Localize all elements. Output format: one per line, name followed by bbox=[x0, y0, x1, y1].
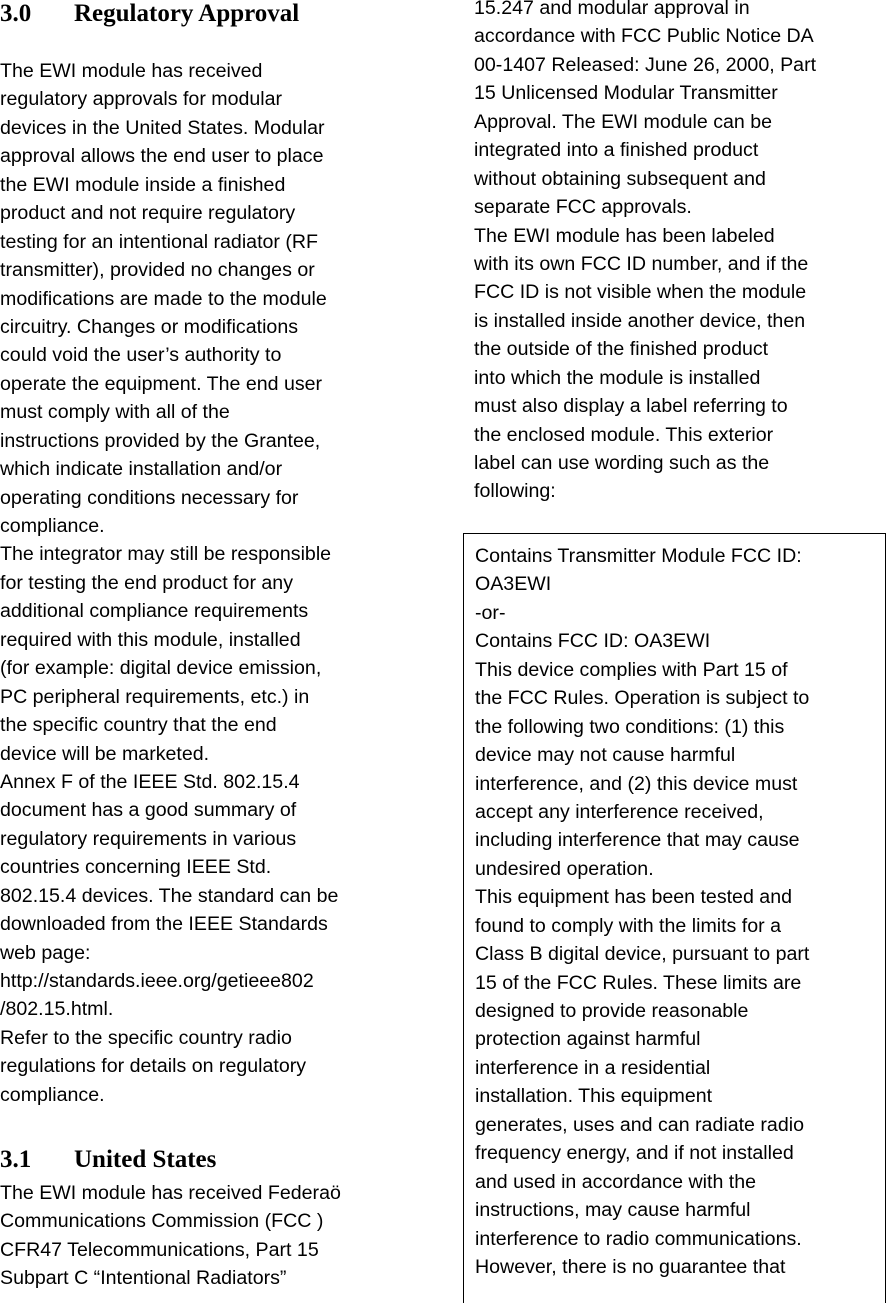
text-line: the enclosed module. This exterior bbox=[474, 423, 774, 446]
text-line: integrated into a finished product bbox=[474, 139, 759, 162]
text-line: the specific country that the end bbox=[0, 714, 277, 737]
text-line: web page: bbox=[0, 941, 91, 964]
text-line: -or- bbox=[475, 601, 506, 624]
text-line: without obtaining subsequent and bbox=[474, 167, 766, 190]
text-line: designed to provide reasonable bbox=[475, 1000, 749, 1022]
text-line: circuitry. Changes or modifications bbox=[0, 315, 299, 338]
text-line: which indicate installation and/or bbox=[0, 458, 283, 481]
text-line: /802.15.html. bbox=[0, 998, 114, 1021]
text-line: interference in a residential bbox=[475, 1056, 711, 1079]
text-line: 15 Unlicensed Modular Transmitter bbox=[474, 82, 778, 105]
section-3-1-body bbox=[0, 1179, 341, 1293]
text-line: undesired operation. bbox=[475, 857, 654, 880]
text-line: Subpart C “Intentional Radiators” bbox=[0, 1267, 287, 1290]
text-line: Refer to the specific country radio bbox=[0, 1026, 292, 1049]
text-line: Approval. The EWI module can be bbox=[474, 110, 773, 133]
text-line: for testing the end product for any bbox=[0, 571, 293, 594]
text-line: must also display a label referring to bbox=[474, 395, 788, 418]
section-3-1-title: United States bbox=[74, 1146, 217, 1173]
text-line: modifications are made to the module bbox=[0, 287, 327, 310]
section-3-0-body bbox=[0, 57, 338, 1109]
text-line: the following two conditions: (1) this bbox=[475, 715, 785, 738]
text-line: document has a good summary of bbox=[0, 799, 297, 822]
text-line: Contains Transmitter Module FCC ID: bbox=[475, 545, 802, 567]
text-line: This equipment has been tested and bbox=[475, 886, 792, 909]
text-line: is installed inside another device, then bbox=[474, 309, 806, 332]
text-line: installation. This equipment bbox=[475, 1085, 713, 1108]
text-line: the FCC Rules. Operation is subject to bbox=[475, 687, 810, 710]
text-line: testing for an intentional radiator (RF bbox=[0, 230, 319, 253]
text-line: The integrator may still be responsible bbox=[0, 543, 332, 566]
section-3-0-number: 3.0 bbox=[0, 0, 32, 27]
section-3-0-heading bbox=[0, 0, 299, 28]
text-line: interference, and (2) this device must bbox=[475, 772, 798, 795]
text-line: downloaded from the IEEE Standards bbox=[0, 913, 328, 936]
text-line: with its own FCC ID number, and if the bbox=[474, 252, 809, 275]
text-line: Annex F of the IEEE Std. 802.15.4 bbox=[0, 770, 300, 793]
text-line: accordance with FCC Public Notice DA bbox=[474, 25, 814, 48]
text-line: transmitter), provided no changes or bbox=[0, 259, 315, 282]
text-line: regulations for details on regulatory bbox=[0, 1055, 307, 1078]
text-line: following: bbox=[474, 480, 556, 503]
text-line: Contains FCC ID: OA3EWI bbox=[475, 630, 711, 653]
right-column-body bbox=[474, 0, 816, 506]
text-line: Class B digital device, pursuant to part bbox=[475, 943, 810, 966]
section-3-1-heading bbox=[0, 1146, 216, 1174]
text-line: interference to radio communications. bbox=[475, 1227, 802, 1250]
text-line: device will be marketed. bbox=[0, 742, 210, 765]
text-line: 802.15.4 devices. The standard can be bbox=[0, 884, 339, 907]
text-line: However, there is no guarantee that bbox=[475, 1255, 786, 1278]
text-line: found to comply with the limits for a bbox=[475, 914, 782, 937]
text-line: additional compliance requirements bbox=[0, 600, 309, 623]
text-line: countries concerning IEEE Std. bbox=[0, 856, 272, 879]
text-line: product and not require regulatory bbox=[0, 202, 296, 225]
fcc-label-text bbox=[475, 542, 809, 1281]
text-line: OA3EWI bbox=[475, 573, 552, 596]
text-line: the outside of the finished product bbox=[474, 338, 769, 361]
text-line: PC peripheral requirements, etc.) in bbox=[0, 685, 310, 708]
text-line: (for example: digital device emission, bbox=[0, 657, 322, 680]
text-line: instructions provided by the Grantee, bbox=[0, 429, 321, 452]
section-3-0-title: Regulatory Approval bbox=[74, 0, 300, 27]
text-line: The EWI module has received Federaö bbox=[0, 1182, 341, 1204]
text-line: compliance. bbox=[0, 1083, 105, 1106]
text-line: accept any interference received, bbox=[475, 800, 764, 823]
text-line: This device complies with Part 15 of bbox=[475, 658, 788, 681]
text-line: separate FCC approvals. bbox=[474, 196, 692, 219]
section-3-1-number: 3.1 bbox=[0, 1146, 32, 1173]
text-line: required with this module, installed bbox=[0, 628, 301, 651]
text-line: instructions, may cause harmful bbox=[475, 1199, 751, 1222]
text-line: The EWI module has received bbox=[0, 60, 263, 82]
text-line: frequency energy, and if not installed bbox=[475, 1142, 794, 1165]
text-line: device may not cause harmful bbox=[475, 744, 736, 767]
text-line: label can use wording such as the bbox=[474, 452, 770, 474]
text-line: http://standards.ieee.org/getieee802 bbox=[0, 970, 314, 992]
text-line: could void the user’s authority to bbox=[0, 344, 282, 367]
text-line: Communications Commission (FCC ) bbox=[0, 1210, 324, 1233]
text-line: 15.247 and modular approval in bbox=[474, 0, 750, 19]
text-line: compliance. bbox=[0, 515, 105, 537]
fcc-label-box bbox=[463, 533, 886, 1303]
text-line: The EWI module has been labeled bbox=[474, 224, 775, 247]
text-line: generates, uses and can radiate radio bbox=[475, 1113, 804, 1136]
text-line: regulatory requirements in various bbox=[0, 827, 297, 850]
text-line: into which the module is installed bbox=[474, 366, 761, 389]
text-line: regulatory approvals for modular bbox=[0, 88, 283, 111]
text-line: operating conditions necessary for bbox=[0, 486, 299, 509]
text-line: protection against harmful bbox=[475, 1028, 701, 1051]
text-line: CFR47 Telecommunications, Part 15 bbox=[0, 1238, 319, 1261]
text-line: 00-1407 Released: June 26, 2000, Part bbox=[474, 53, 817, 76]
text-line: approval allows the end user to place bbox=[0, 145, 324, 168]
text-line: 15 of the FCC Rules. These limits are bbox=[475, 971, 802, 994]
text-line: devices in the United States. Modular bbox=[0, 116, 325, 139]
text-line: including interference that may cause bbox=[475, 829, 800, 852]
text-line: operate the equipment. The end user bbox=[0, 372, 323, 395]
text-line: the EWI module inside a finished bbox=[0, 173, 286, 196]
text-line: and used in accordance with the bbox=[475, 1170, 757, 1193]
text-line: FCC ID is not visible when the module bbox=[474, 281, 807, 304]
text-line: must comply with all of the bbox=[0, 401, 230, 424]
